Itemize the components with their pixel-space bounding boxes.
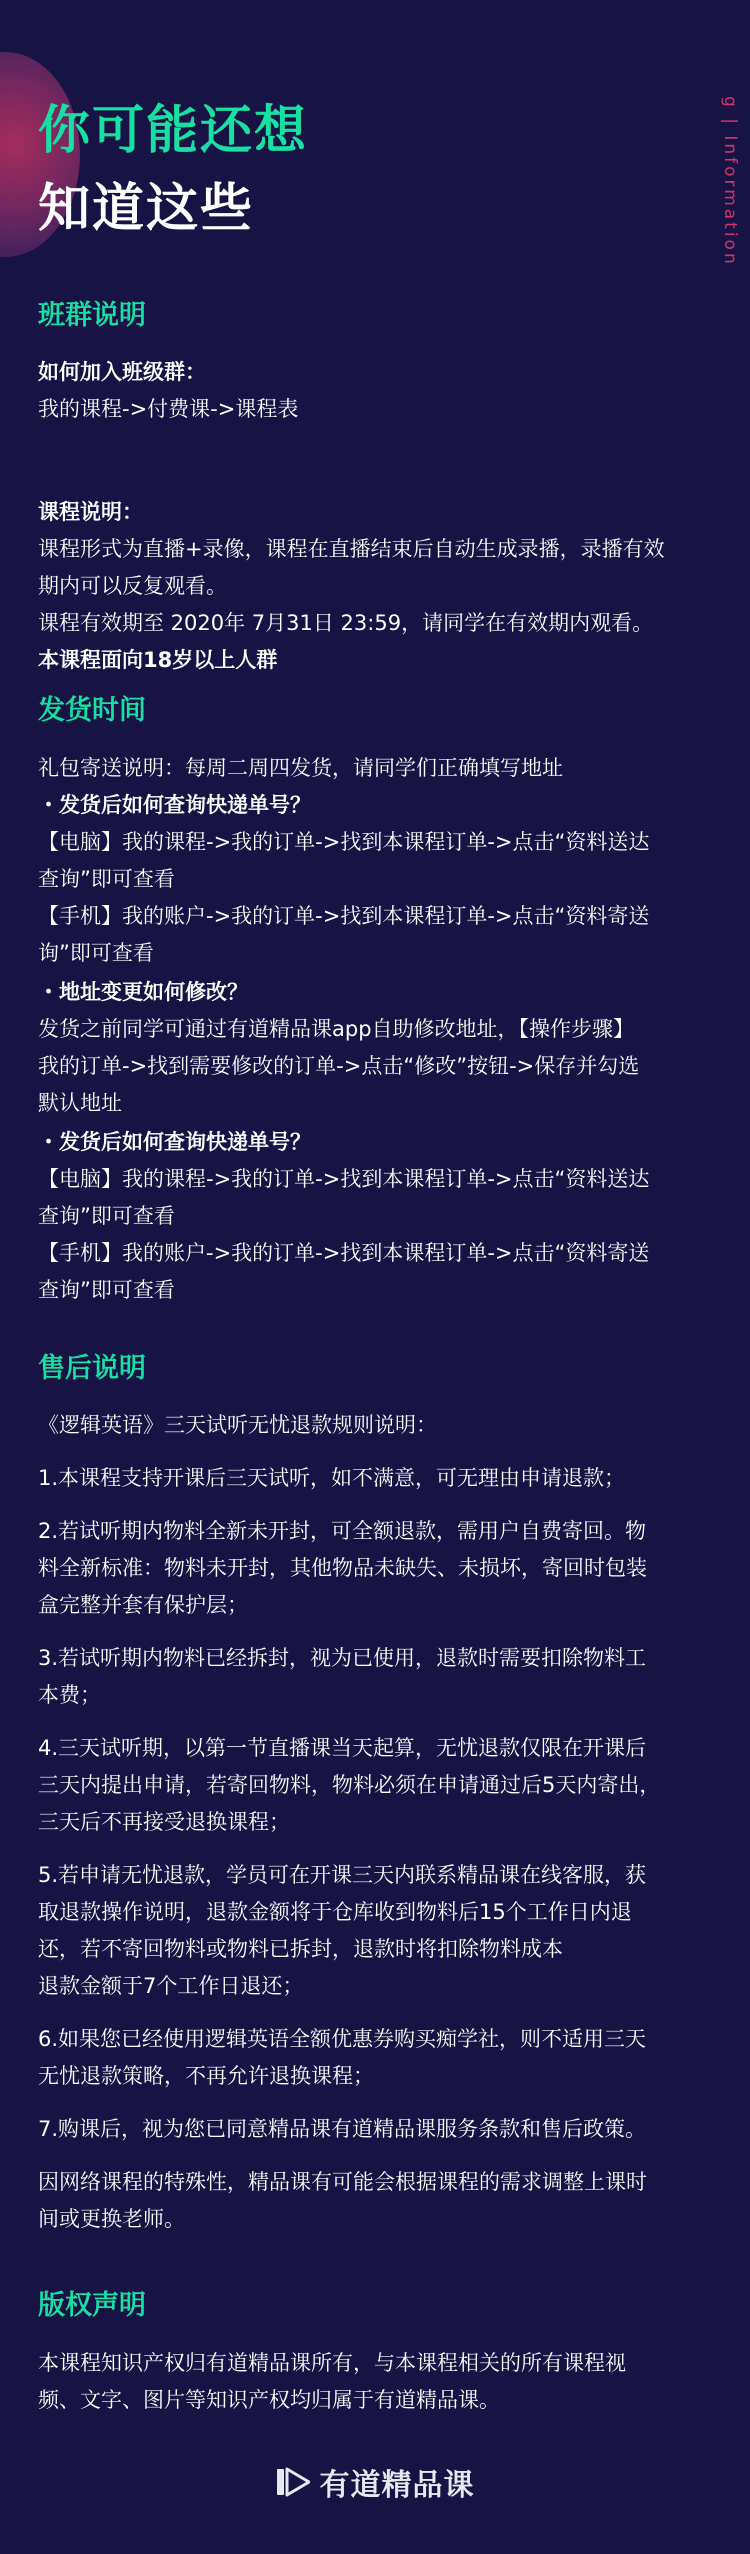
brand-name: 有道精品课 xyxy=(319,2468,475,2503)
youdao-play-icon xyxy=(276,2467,310,2497)
course-info-line: 课程有效期至 2020年 7月31日 23:59，请同学在有效期内观看。 xyxy=(38,611,654,636)
copyright-line: 本课程知识产权归有道精品课所有，与本课程相关的所有课程视 xyxy=(38,2350,626,2375)
join-group-heading: 如何加入班级群： xyxy=(38,360,206,385)
footer-brand-logo xyxy=(0,2460,750,2504)
section-title: 售后说明 xyxy=(38,1352,146,1384)
course-info-heading: 课程说明： xyxy=(38,500,143,525)
faq-answer-line: 发货之前同学可通过有道精品课app自助修改地址，【操作步骤】 xyxy=(38,1016,635,1041)
main-content xyxy=(38,300,712,2419)
faq-answer-line: 查询”即可查看 xyxy=(38,1203,175,1228)
section-copyright xyxy=(38,2290,712,2418)
shipping-intro: 礼包寄送说明：每周二周四发货，请同学们正确填写地址 xyxy=(38,755,563,780)
section-title: 版权声明 xyxy=(38,2290,146,2322)
refund-rule-line: 本费； xyxy=(38,1683,101,1708)
refund-rule-line: 6.如果您已经使用逻辑英语全额优惠券购买痴学社，则不适用三天 xyxy=(38,2027,647,2052)
section-shipping xyxy=(38,695,712,1308)
refund-rule-line: 盒完整并套有保护层； xyxy=(38,1593,248,1618)
refund-rule-line: 无忧退款策略，不再允许退换课程； xyxy=(38,2064,374,2089)
refund-note-line: 因网络课程的特殊性，精品课有可能会根据课程的需求调整上课时 xyxy=(38,2170,647,2195)
course-info-line: 期内可以反复观看。 xyxy=(38,574,227,599)
faq-answer-line: 默认地址 xyxy=(38,1090,122,1115)
section-after-sales xyxy=(38,1353,712,2238)
faq-answer-line: 查询”即可查看 xyxy=(38,1277,175,1302)
refund-rule-line: 三天内提出申请，若寄回物料，物料必须在申请通过后5天内寄出， xyxy=(38,1773,661,1798)
refund-rule-line: 7.购课后，视为您已同意精品课有道精品课服务条款和售后政策。 xyxy=(38,2117,647,2142)
refund-rule-line: 取退款操作说明，退款金额将于仓库收到物料后15个工作日内退 xyxy=(38,1900,632,1925)
section-title: 发货时间 xyxy=(38,695,146,727)
refund-intro: 《逻辑英语》三天试听无忧退款规则说明： xyxy=(38,1413,437,1438)
faq-answer-line: 我的订单->找到需要修改的订单->点击“修改”按钮->保存并勾选 xyxy=(38,1053,640,1078)
refund-rule-line: 料全新标准：物料未开封，其他物品未缺失、未损坏，寄回时包装 xyxy=(38,1556,647,1581)
faq-answer-line: 查询”即可查看 xyxy=(38,866,175,891)
refund-rule-line: 5.若申请无忧退款，学员可在开课三天内联系精品课在线客服，获 xyxy=(38,1863,647,1888)
hero-title-line2: 知道这些 xyxy=(38,179,255,239)
faq-question: ・发货后如何查询快递单号？ xyxy=(38,792,311,817)
refund-rule-line: 退款金额于7个工作日退还； xyxy=(38,1974,304,1999)
course-info-line: 课程形式为直播+录像，课程在直播结束后自动生成录播，录播有效 xyxy=(38,537,665,562)
refund-rule-line: 4.三天试听期，以第一节直播课当天起算，无忧退款仅限在开课后 xyxy=(38,1736,647,1761)
faq-answer-line: 【电脑】我的课程->我的订单->找到本课程订单->点击“资料送达 xyxy=(38,1166,650,1191)
refund-rule-line: 还，若不寄回物料或物料已拆封，退款时将扣除物料成本 xyxy=(38,1937,563,1962)
course-info-line: 本课程面向18岁以上人群 xyxy=(38,648,278,673)
refund-rule-line: 三天后不再接受退换课程； xyxy=(38,1810,290,1835)
section-title: 班群说明 xyxy=(38,300,146,331)
refund-rule-line: 2.若试听期内物料全新未开封，可全额退款，需用户自费寄回。物 xyxy=(38,1519,647,1544)
hero-title-line1: 你可能还想 xyxy=(38,101,309,161)
copyright-line: 频、文字、图片等知识产权均归属于有道精品课。 xyxy=(38,2387,500,2412)
join-group-path: 我的课程->付费课->课程表 xyxy=(38,397,299,422)
refund-note-line: 间或更换老师。 xyxy=(38,2207,185,2232)
faq-question: ・发货后如何查询快递单号？ xyxy=(38,1129,311,1154)
section-class-group xyxy=(38,300,712,679)
faq-answer-line: 【电脑】我的课程->我的订单->找到本课程订单->点击“资料送达 xyxy=(38,829,650,854)
side-information-label: g | Information xyxy=(720,96,740,267)
refund-rule-line: 3.若试听期内物料已经拆封，视为已使用，退款时需要扣除物料工 xyxy=(38,1646,647,1671)
faq-question: ・地址变更如何修改？ xyxy=(38,979,248,1004)
faq-answer-line: 【手机】我的账户->我的订单->找到本课程订单->点击“资料寄送 xyxy=(38,1240,650,1265)
faq-answer-line: 【手机】我的账户->我的订单->找到本课程订单->点击“资料寄送 xyxy=(38,903,650,928)
refund-rule-line: 1.本课程支持开课后三天试听，如不满意，可无理由申请退款； xyxy=(38,1466,626,1491)
faq-answer-line: 询”即可查看 xyxy=(38,940,154,965)
